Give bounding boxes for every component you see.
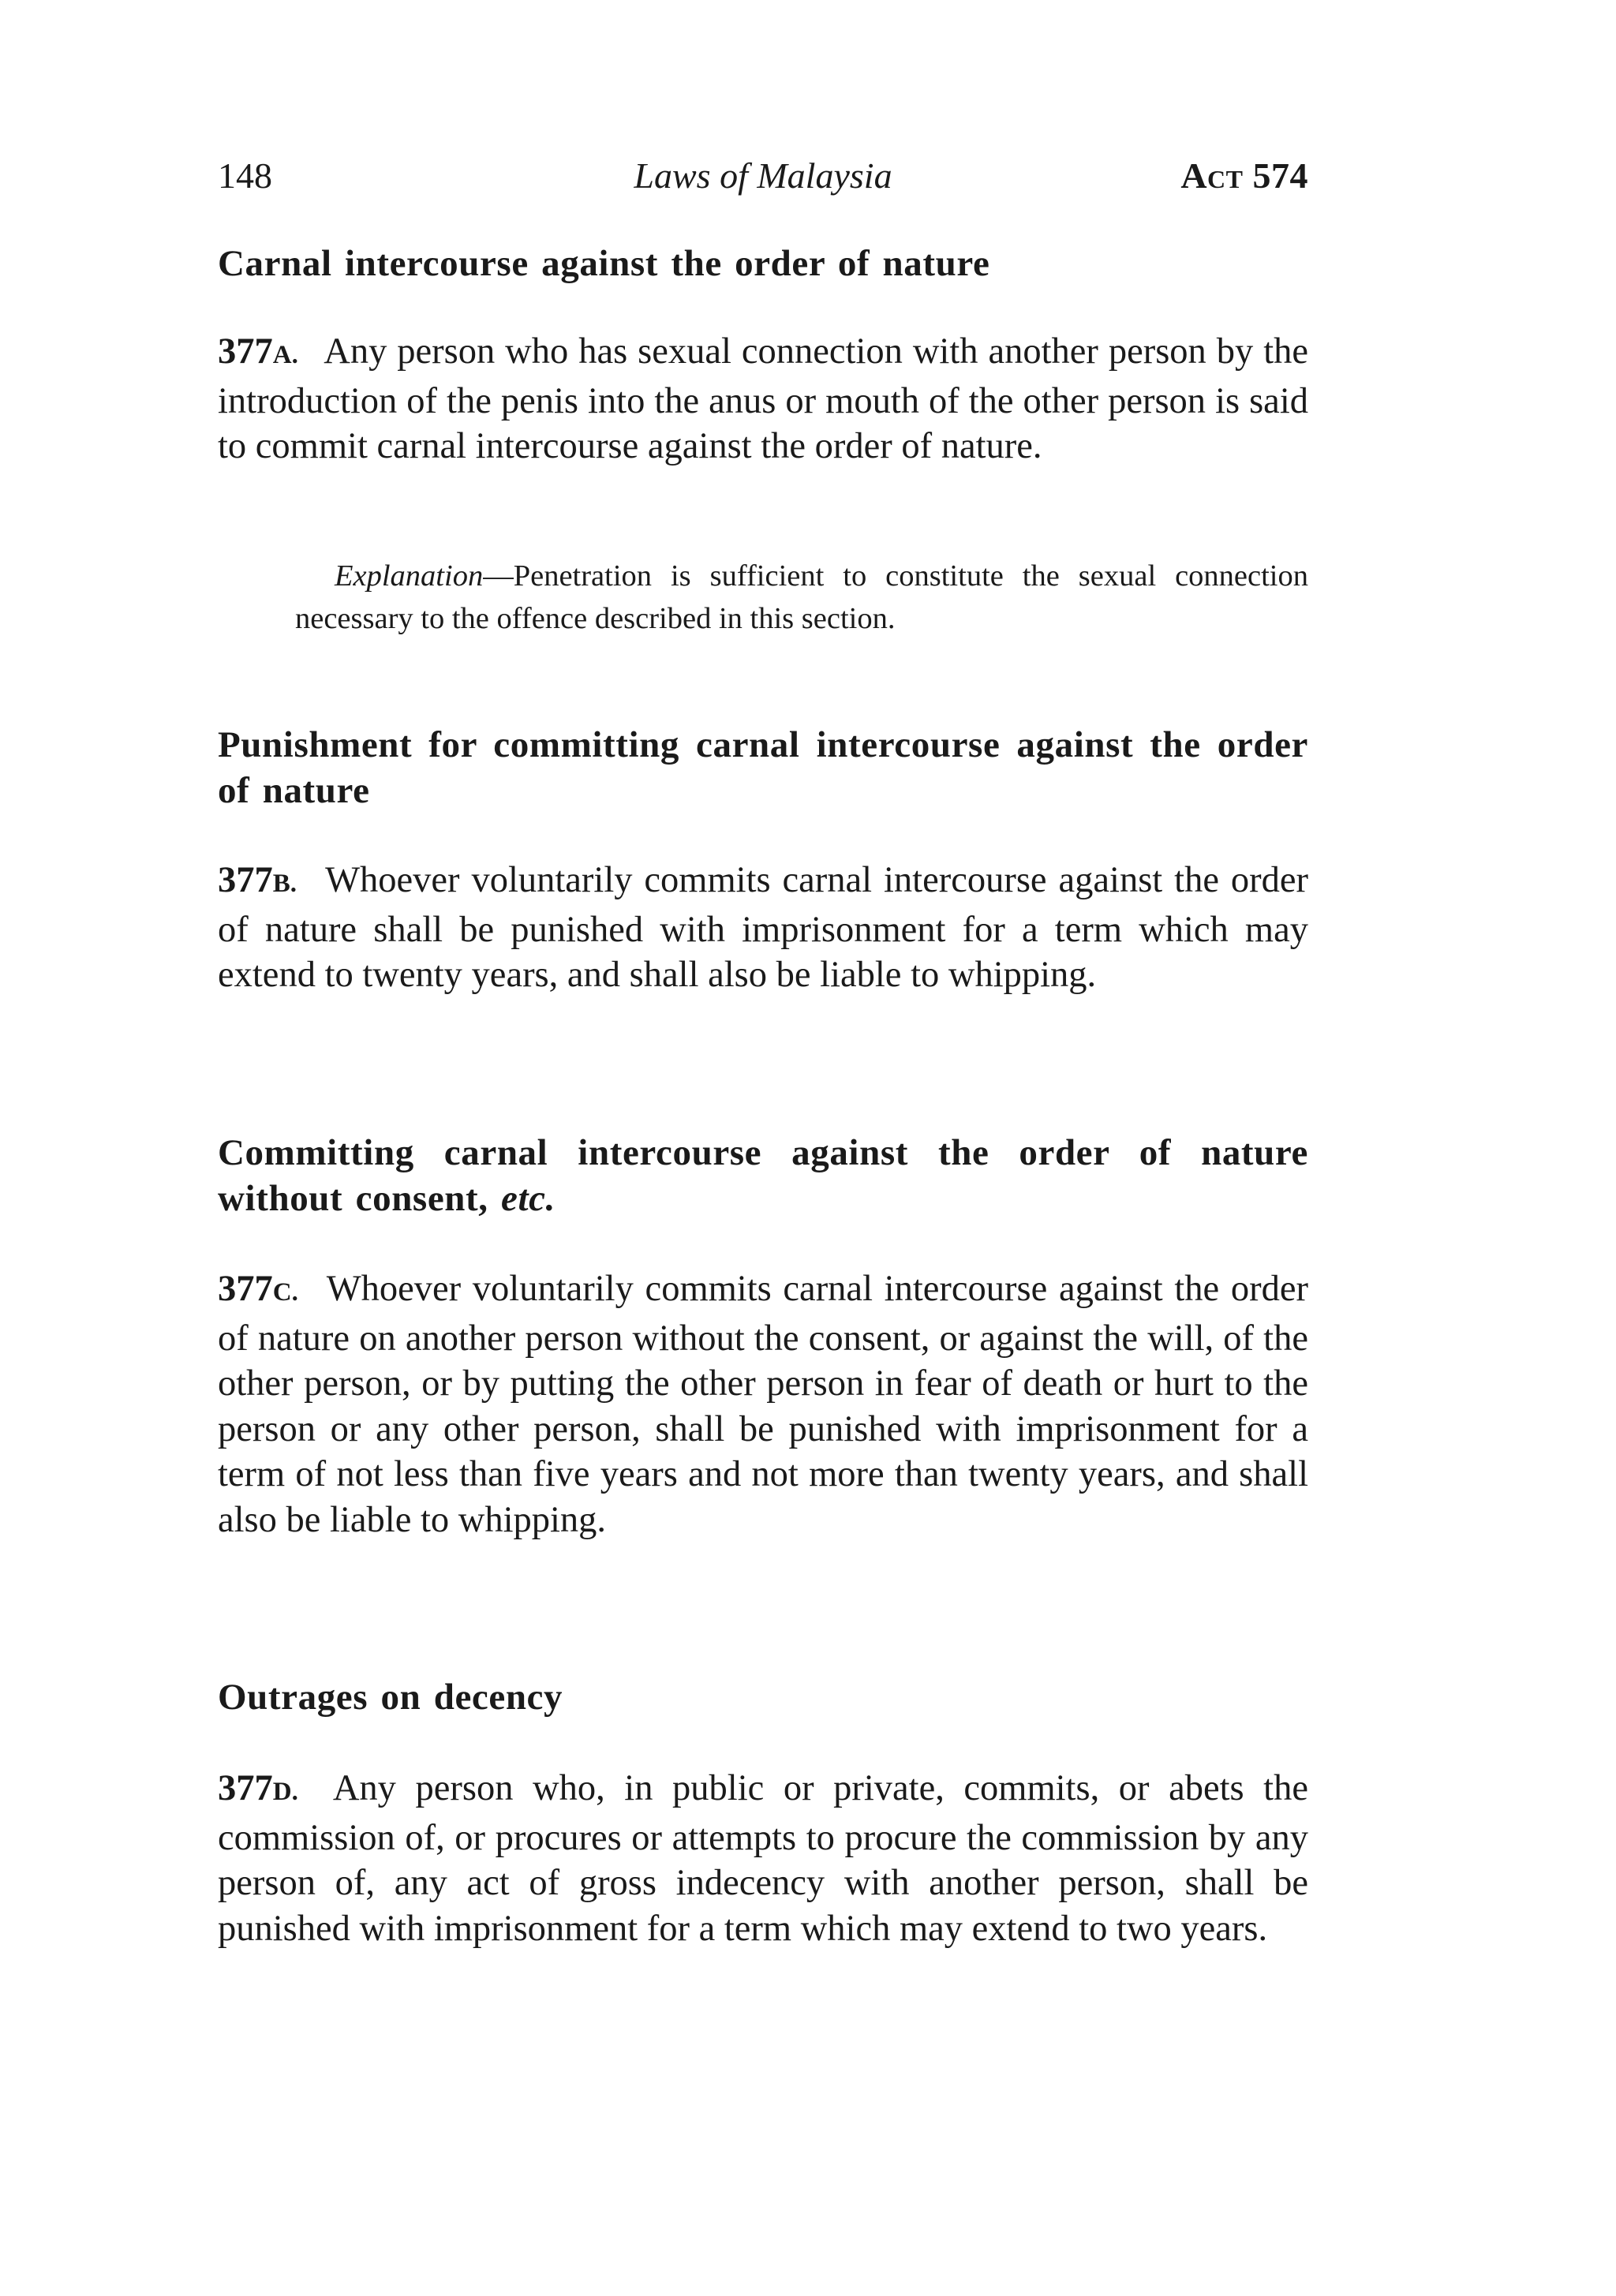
explanation-377a <box>295 555 1308 640</box>
section-body-377d <box>218 1766 1308 1951</box>
section-heading-377d: Outrages on decency <box>218 1677 563 1718</box>
page-number: 148 <box>218 155 272 196</box>
section-text-377d: Any person who, in public or private, commits, or abets the commission of, or procures or attempts to procure the commission by any person of, any act of gross indecency with another person, shall be punished with imprisonment for a term which may extend to two years. <box>218 1768 1308 1949</box>
act-number: Act 574 <box>1180 155 1308 196</box>
explanation-text: —Penetration is sufficient to constitute the sexual connection necessary to the offence described in this section. <box>295 559 1308 635</box>
section-heading-377c: Committing carnal intercourse against the order of nature without consent, etc. <box>218 1132 1308 1219</box>
running-header <box>218 155 1308 202</box>
section-number-377a: 377A. <box>218 331 298 372</box>
section-text-377b: Whoever voluntarily commits carnal intercourse against the order of nature shall be punished with imprisonment for a term which may extend to twenty years, and shall also be liable to whipping. <box>218 860 1308 995</box>
section-text-377c: Whoever voluntarily commits carnal intercourse against the order of nature on another person without the consent, or against the will, of the other person, or by putting the other person in fear of death or hurt to the person or any other person, shall be punished with imprisonment for a term of not less than five years and not more than twenty years, and shall also be liable to whipping. <box>218 1269 1308 1540</box>
explanation-label: Explanation <box>335 559 484 593</box>
section-number-377c: 377C. <box>218 1269 298 1309</box>
running-title: Laws of Malaysia <box>634 155 892 196</box>
section-heading-377a: Carnal intercourse against the order of nature <box>218 243 990 284</box>
section-heading-377b: Punishment for committing carnal intercourse against the order of nature <box>218 724 1308 811</box>
section-number-377b: 377B. <box>218 860 297 900</box>
section-body-377c <box>218 1266 1308 1543</box>
section-text-377a: Any person who has sexual connection with another person by the introduction of the penis into the anus or mouth of the other person is said to commit carnal intercourse against the order of nature. <box>218 331 1309 466</box>
section-body-377a <box>218 329 1308 469</box>
section-number-377d: 377D. <box>218 1768 298 1808</box>
section-body-377b <box>218 858 1308 998</box>
heading-italic-etc: etc. <box>500 1178 556 1219</box>
